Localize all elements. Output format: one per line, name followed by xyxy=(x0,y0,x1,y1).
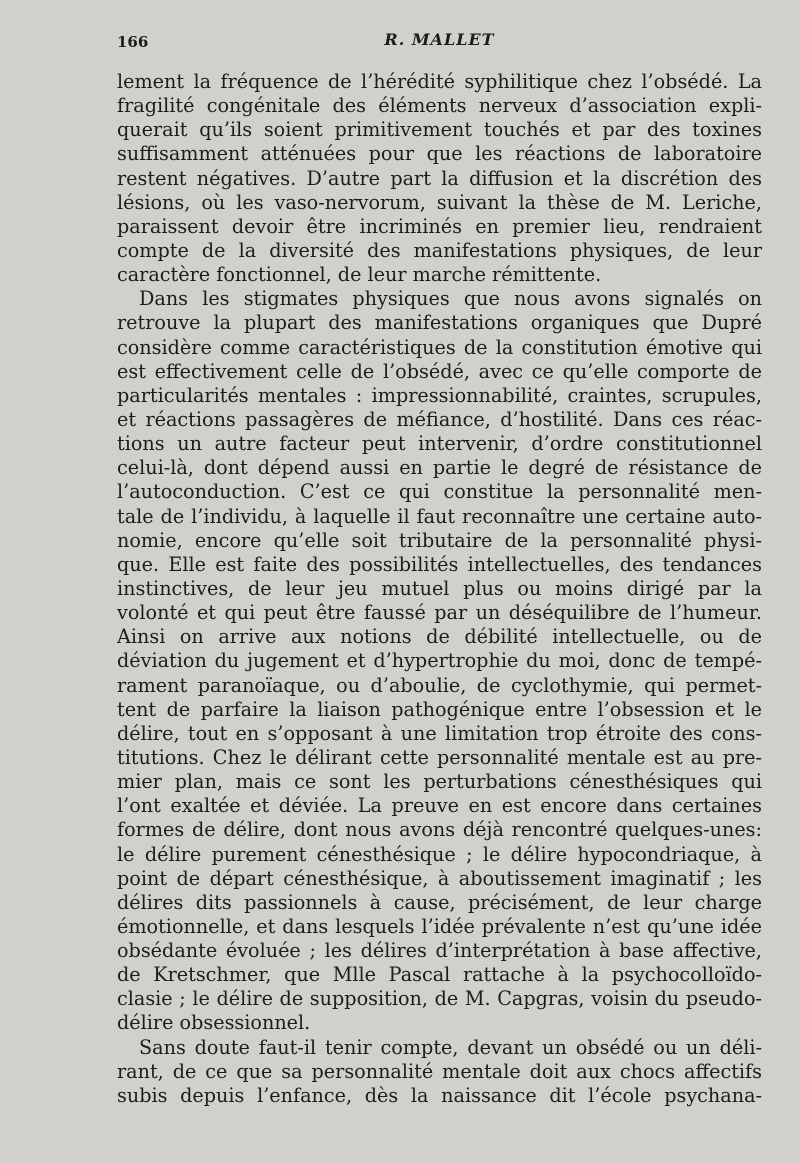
text-line: que. Elle est faite des possibilités intellectuelles, des tendances xyxy=(117,552,762,576)
text-line: tent de parfaire la liaison pathogénique entre l’obsession et le xyxy=(117,697,762,721)
text-line: le délire purement cénesthésique ; le délire hypocondriaque, à xyxy=(117,842,762,866)
text-line: titutions. Chez le délirant cette personnalité mentale est au pre- xyxy=(117,745,762,769)
text-line: formes de délire, dont nous avons déjà rencontré quelques-unes: xyxy=(117,818,762,842)
text-line: délire obsessionnel. xyxy=(117,1011,311,1035)
text-line: fragilité congénitale des éléments nerveux d’association expli- xyxy=(117,94,762,118)
text-line: lement la fréquence de l’hérédité syphilitique chez l’obsédé. La xyxy=(117,70,762,93)
text-line: particularités mentales : impressionnabilité, craintes, scrupules, xyxy=(117,383,762,407)
text-line: suffisamment atténuées pour que les réactions de laboratoire xyxy=(117,142,762,166)
text-line: celui-là, dont dépend aussi en partie le degré de résistance de xyxy=(117,456,762,480)
text-line: obsédante évoluée ; les délires d’interprétation à base affective, xyxy=(117,939,762,963)
text-line: émotionnelle, et dans lesquels l’idée prévalente n’est qu’une idée xyxy=(117,914,762,938)
text-line: caractère fonctionnel, de leur marche rémittente. xyxy=(117,263,602,287)
running-head-author: R. MALLET xyxy=(384,30,495,49)
text-line: de Kretschmer, que Mlle Pascal rattache à la psychocolloïdo- xyxy=(117,963,762,987)
page-number: 166 xyxy=(117,33,149,51)
text-line: Sans doute faut-il tenir compte, devant un obsédé ou un déli- xyxy=(139,1035,762,1059)
text-line: rant, de ce que sa personnalité mentale doit aux chocs affectifs xyxy=(117,1059,762,1083)
text-line: subis depuis l’enfance, dès la naissance dit l’école psychana- xyxy=(117,1083,762,1107)
text-line: point de départ cénesthésique, à aboutissement imaginatif ; les xyxy=(117,866,762,890)
text-line: l’autoconduction. C’est ce qui constitue la personnalité men- xyxy=(117,480,762,504)
text-line: restent négatives. D’autre part la diffusion et la discrétion des xyxy=(117,166,762,190)
text-line: Dans les stigmates physiques que nous avons signalés on xyxy=(139,287,762,311)
text-line: querait qu’ils soient primitivement touchés et par des toxines xyxy=(117,118,762,142)
text-line: considère comme caractéristiques de la constitution émotive qui xyxy=(117,335,762,359)
text-line: délire, tout en s’opposant à une limitation trop étroite des cons- xyxy=(117,721,762,745)
running-head xyxy=(117,30,762,52)
text-line: Ainsi on arrive aux notions de débilité intellectuelle, ou de xyxy=(117,625,762,649)
text-line: délires dits passionnels à cause, précisément, de leur charge xyxy=(117,890,762,914)
text-line: clasie ; le délire de supposition, de M. Capgras, voisin du pseudo- xyxy=(117,987,762,1011)
text-line: l’ont exaltée et déviée. La preuve en est encore dans certaines xyxy=(117,794,762,818)
text-line: retrouve la plupart des manifestations organiques que Dupré xyxy=(117,311,762,335)
text-line: volonté et qui peut être faussé par un déséquilibre de l’humeur. xyxy=(117,601,762,625)
body-text xyxy=(117,70,762,1108)
text-line: tions un autre facteur peut intervenir, d’ordre constitutionnel xyxy=(117,432,762,456)
text-line: et réactions passagères de méfiance, d’hostilité. Dans ces réac- xyxy=(117,407,762,431)
text-line: mier plan, mais ce sont les perturbations cénesthésiques qui xyxy=(117,770,762,794)
text-line: rament paranoïaque, ou d’aboulie, de cyclothymie, qui permet- xyxy=(117,673,762,697)
text-line: tale de l’individu, à laquelle il faut reconnaître une certaine auto- xyxy=(117,504,762,528)
text-line: compte de la diversité des manifestations physiques, de leur xyxy=(117,238,762,262)
text-line: déviation du jugement et d’hypertrophie du moi, donc de tempé- xyxy=(117,649,762,673)
text-line: lésions, où les vaso-nervorum, suivant la thèse de M. Leriche, xyxy=(117,190,762,214)
text-line: est effectivement celle de l’obsédé, avec ce qu’elle comporte de xyxy=(117,359,762,383)
text-line: instinctives, de leur jeu mutuel plus ou moins dirigé par la xyxy=(117,576,762,600)
text-line: paraissent devoir être incriminés en premier lieu, rendraient xyxy=(117,214,762,238)
text-line: nomie, encore qu’elle soit tributaire de la personnalité physi- xyxy=(117,528,762,552)
